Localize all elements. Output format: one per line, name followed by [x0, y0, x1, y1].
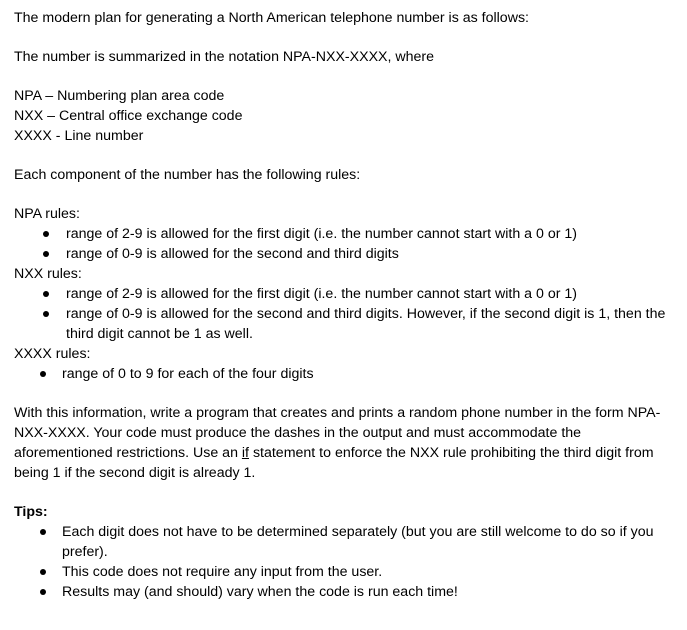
nxx-rule-item: range of 0-9 is allowed for the second and third digits. However, if the second digit is 1, then the third digit cannot be 1 as well.	[14, 304, 674, 344]
definition-nxx: NXX – Central office exchange code	[14, 108, 243, 124]
xxxx-rules-heading: XXXX rules:	[14, 346, 91, 362]
tips-heading: Tips:	[14, 504, 48, 520]
nxx-rule-item: range of 2-9 is allowed for the first digit (i.e. the number cannot start with a 0 or 1)	[14, 284, 674, 304]
tip-item: This code does not require any input from the user.	[14, 562, 674, 582]
task-keyword-if: if	[241, 445, 249, 461]
definition-npa: NPA – Numbering plan area code	[14, 88, 225, 104]
npa-rule-item: range of 0-9 is allowed for the second and third digits	[14, 244, 674, 264]
tips-list	[14, 522, 674, 602]
intro-text: The modern plan for generating a North American telephone number is as follows:	[14, 10, 529, 26]
task-paragraph	[14, 403, 674, 483]
xxxx-rules-list	[14, 364, 674, 384]
task-text-part2: statement to enforce the NXX rule prohibiting the third digit from being 1 if the second digit is already 1.	[14, 445, 654, 481]
nxx-rules-list	[14, 284, 674, 344]
notation-text: The number is summarized in the notation NPA-NXX-XXXX, where	[14, 49, 435, 65]
tip-item: Each digit does not have to be determined separately (but you are still welcome to do so if you prefer).	[14, 522, 674, 562]
npa-rule-item: range of 2-9 is allowed for the first digit (i.e. the number cannot start with a 0 or 1)	[14, 224, 674, 244]
nxx-rules-heading: NXX rules:	[14, 266, 82, 282]
npa-rules-list	[14, 224, 674, 264]
rules-intro-text: Each component of the number has the following rules:	[14, 167, 361, 183]
npa-rules-heading: NPA rules:	[14, 206, 80, 222]
document-body	[14, 8, 674, 602]
tip-item: Results may (and should) vary when the code is run each time!	[14, 582, 674, 602]
xxxx-rule-item: range of 0 to 9 for each of the four digits	[14, 364, 674, 384]
definition-xxxx: XXXX - Line number	[14, 128, 144, 144]
task-text-part1: With this information, write a program that creates and prints a random phone number in the form NPA-NXX-XXXX. Your code must produce the dashes in the output and must accommodate the aforementioned restrictions. Use an	[14, 405, 661, 461]
